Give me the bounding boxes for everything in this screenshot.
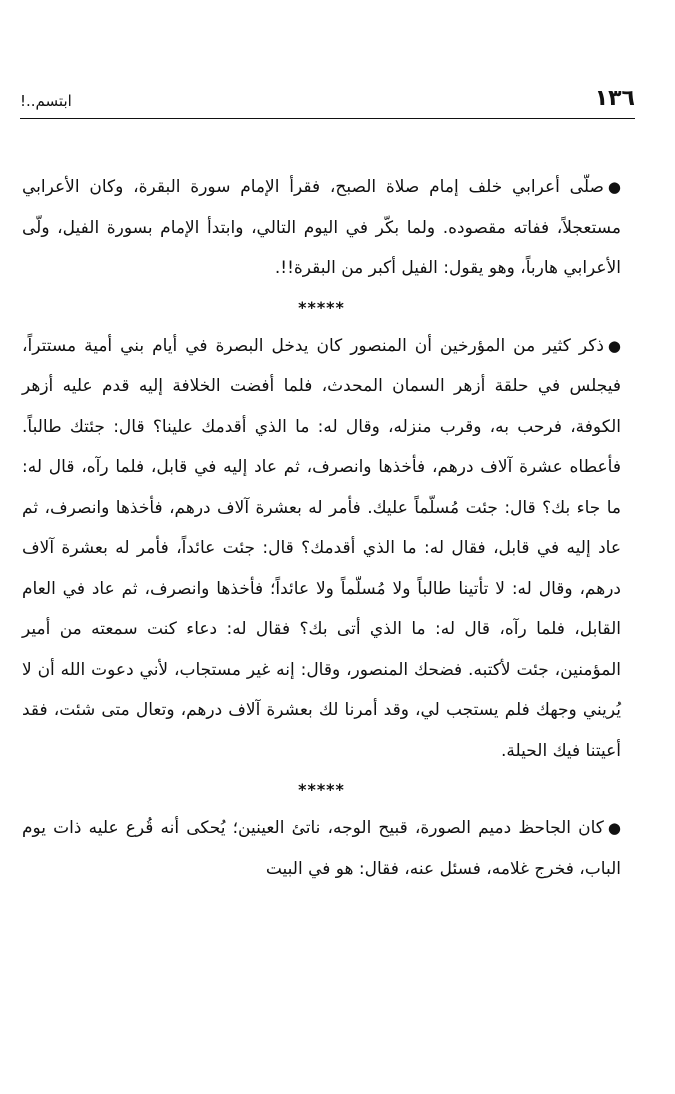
- page-number: ١٣٦: [594, 86, 635, 111]
- bullet-icon: ●: [607, 178, 621, 196]
- section-separator: *****: [298, 297, 345, 317]
- bullet-icon: ●: [607, 336, 621, 355]
- page-content: [22, 167, 621, 889]
- page-header: [20, 84, 635, 119]
- bullet-icon: ●: [607, 819, 621, 837]
- anecdote-text: صلّى أعرابي خلف إمام صلاة الصبح، فقرأ الإمام سورة البقرة، وكان الأعرابي مستعجلاً، ففاته مقصوده. ولما بكّر في اليوم التالي، وابتدأ الإمام بسورة الفيل، ولّى الأعرابي هارباً، وهو يقول: الفيل أكبر من البقرة!!.: [22, 177, 621, 278]
- anecdote-paragraph: [22, 808, 621, 889]
- anecdote-text: كان الجاحظ دميم الصورة، قبيح الوجه، ناتئ العينين؛ يُحكى أنه قُرع عليه ذات يوم الباب، فخرج غلامه، فسئل عنه، فقال: هو في البيت: [22, 818, 621, 879]
- anecdote-text: ذكر كثير من المؤرخين أن المنصور كان يدخل البصرة في أيام بني أمية مستتراً، فيجلس في حلقة أزهر السمان المحدث، فلما أفضت الخلافة إليه قدم عليه أزهر الكوفة، فرحب به، وقرب منزله، وقال له: ما الذي أقدمك علينا؟ قال: جئتك طالباً. فأعطاه عشرة آلاف درهم، فأخذها وانصرف، ثم عاد إليه في قابل، فلما رآه، قال له: ما جاء بك؟ قال: جئت مُسلّماً عليك. فأمر له بعشرة آلاف درهم، فأخذها وانصرف، ثم عاد إليه في قابل، فقال له: ما الذي أقدمك؟ قال: جئت عائداً، فأمر له بعشرة آلاف درهم، وقال له: لا تأتينا طالباً ولا مُسلّماً ولا عائداً؛ فأخذها وانصرف، ثم عاد في العام القابل، فلما رآه، قال له: ما الذي أتى بك؟ فقال له: دعاء كنت سمعته من أمير المؤمنين، جئت لأكتبه. فضحك المنصور، وقال: إنه غير مستجاب، لأني دعوت الله أن لا يُريني وجهك فلم يستجب لي، وقد أمرنا لك بعشرة آلاف درهم، وتعال متى شئت، فقد أعيتنا فيك الحيلة.: [22, 335, 621, 761]
- running-title: ابتسم..!: [20, 92, 72, 110]
- anecdote-paragraph: [22, 326, 621, 772]
- anecdote-paragraph: [22, 167, 621, 289]
- section-separator: *****: [298, 780, 345, 799]
